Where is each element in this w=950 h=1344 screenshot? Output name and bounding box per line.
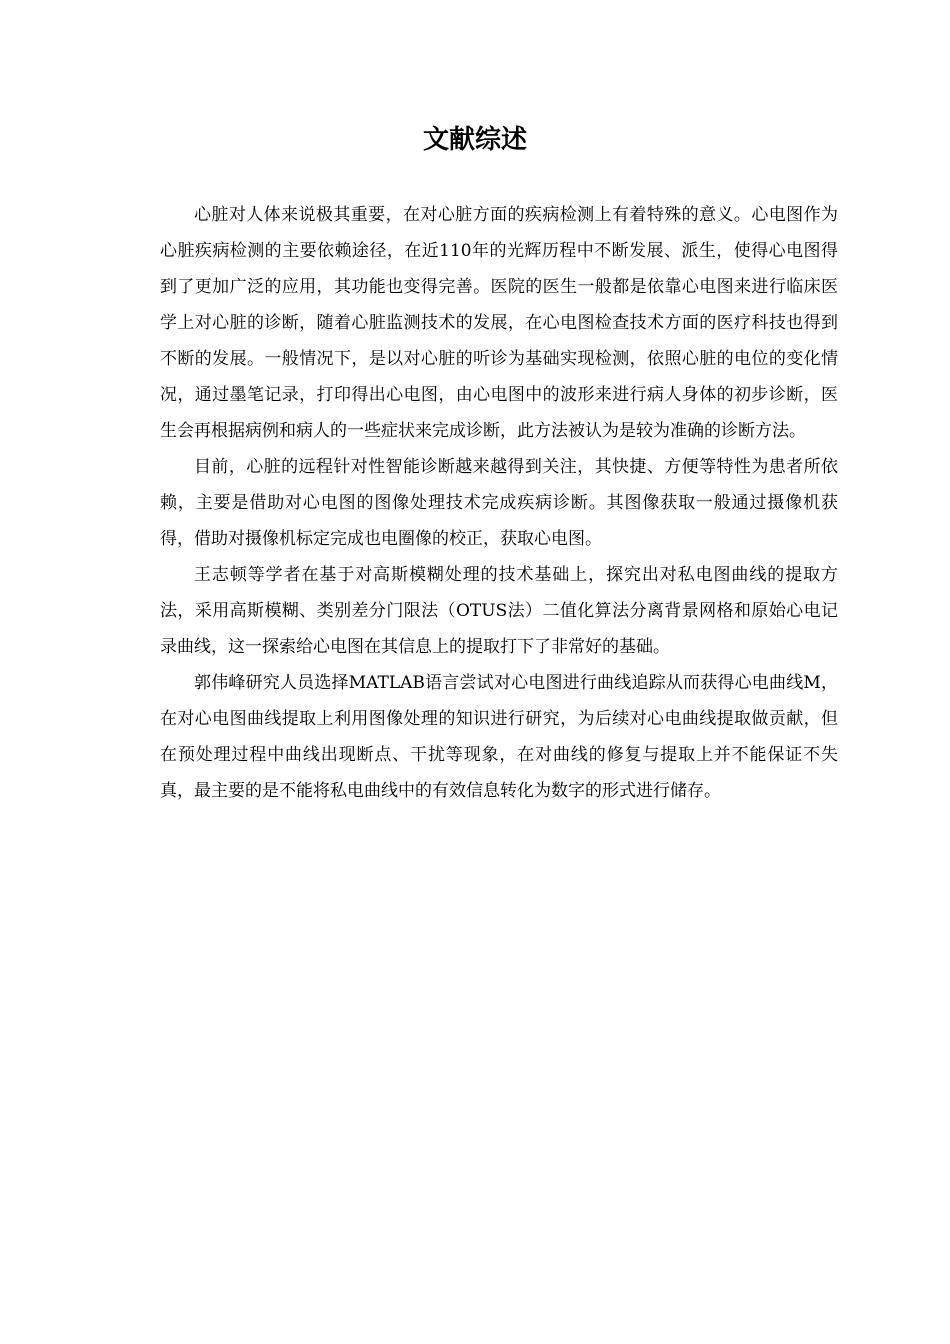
document-body xyxy=(160,197,838,809)
document-title: 文献综述 xyxy=(422,125,527,155)
paragraph: 心脏对人体来说极其重要，在对心脏方面的疾病检测上有着特殊的意义。心电图作为心脏疾病检测的主要依赖途径，在近110年的光辉历程中不断发展、派生，使得心电图得到了更加广泛的应用，其功能也变得完善。医院的医生一般都是依靠心电图来进行临床医学上对心脏的诊断，随着心脏监测技术的发展，在心电图检查技术方面的医疗科技也得到不断的发展。一般情况下，是以对心脏的听诊为基础实现检测，依照心脏的电位的变化情况，通过墨笔记录，打印得出心电图，由心电图中的波形来进行病人身体的初步诊断，医生会再根据病例和病人的一些症状来完成诊断，此方法被认为是较为准确的诊断方法。 xyxy=(160,205,838,441)
paragraph: 目前，心脏的远程针对性智能诊断越来越得到关注，其快捷、方便等特性为患者所依赖，主要是借助对心电图的图像处理技术完成疾病诊断。其图像获取一般通过摄像机获得，借助对摄像机标定完成也电圈像的校正，获取心电图。 xyxy=(160,457,838,549)
paragraph: 郭伟峰研究人员选择MATLAB语言尝试对心电图进行曲线追踪从而获得心电曲线M，在对心电图曲线提取上利用图像处理的知识进行研究，为后续对心电曲线提取做贡献，但在预处理过程中曲线出现断点、干扰等现象，在对曲线的修复与提取上并不能保证不失真，最主要的是不能将私电曲线中的有效信息转化为数字的形式进行储存。 xyxy=(160,673,838,801)
paragraph: 王志顿等学者在基于对高斯模糊处理的技术基础上，探究出对私电图曲线的提取方法，采用高斯模糊、类别差分门限法（OTUS法）二值化算法分离背景网格和原始心电记录曲线，这一探索给心电图在其信息上的提取打下了非常好的基础。 xyxy=(160,565,838,657)
